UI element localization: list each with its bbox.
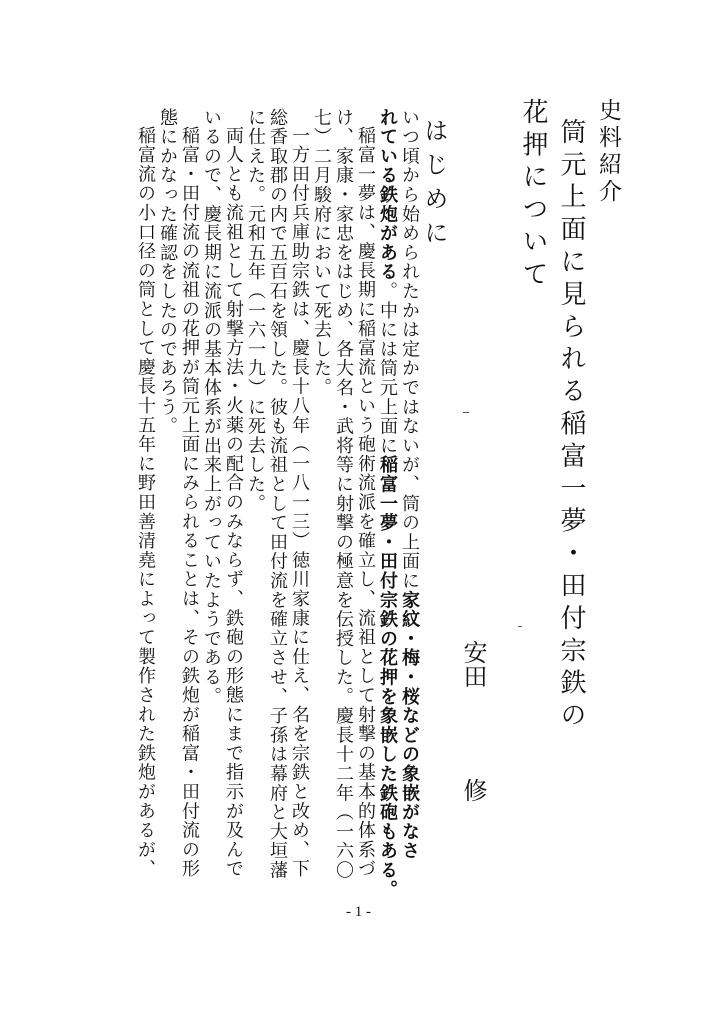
body-line-1-emphasis: 家紋・梅・桜などの象嵌がなさ xyxy=(399,590,420,861)
body-line-3: 稲富一夢は、慶長期に稲富流という砲術流派を確立し、流祖として射撃の基本的体系づ xyxy=(355,126,376,879)
scan-speck xyxy=(518,626,522,627)
article-title-line-1: 筒元上面に見られる稲富一夢・田付宗鉄の xyxy=(556,118,586,734)
author-surname: 安田 xyxy=(459,640,487,688)
article-title-line-2: 花押について xyxy=(518,98,548,293)
section-heading: はじめに xyxy=(420,118,448,254)
body-line-7: 総香取郡の内で五百石を領した。彼も流祖として田付流を確立させ、子孫は幕府と大垣藩 xyxy=(267,108,288,880)
body-line-6: 一方田付兵庫助宗鉄は、慶長十八年（一八一三）徳川家康に仕え、名を宗鉄と改め、下 xyxy=(289,126,310,879)
author-given-name: 修 xyxy=(459,778,487,802)
body-line-2-emphasis-b: 稲富一夢・田付宗鉄の花押を象嵌した鉄砲もある。 xyxy=(377,455,398,900)
body-line-1-text: いつ頃から始められたかは定かではないが、筒の上面に xyxy=(399,108,420,591)
body-line-12: 態にかなった確認をしたのであろう。 xyxy=(157,108,178,437)
body-line-2-text: 。中には筒元上面に xyxy=(377,281,398,456)
body-line-5: 七）二月駿府において死去した。 xyxy=(311,108,332,398)
scan-speck xyxy=(463,412,469,413)
body-line-2-emphasis-a: れている鉄炮がある xyxy=(377,108,398,282)
body-line-11: 稲富・田付流の流祖の花押が筒元上面にみられることは、その鉄炮が稲富・田付流の形 xyxy=(179,126,200,879)
body-line-8: に仕えた。元和五年（一六一九）に死去した。 xyxy=(245,108,266,514)
body-line-13: 稲富流の小口径の筒として慶長十五年に野田善清堯によって製作された鉄炮があるが、 xyxy=(135,126,156,879)
body-line-9: 両人とも流祖として射撃方法・火薬の配合のみならず、鉄砲の形態にまで指示が及んで xyxy=(223,126,244,879)
body-line-4: け、家康・家忠をはじめ、各大名・武将等に射撃の極意を伝授した。慶長十二年（一六〇 xyxy=(333,108,354,880)
body-line-10: いるので、慶長期に流派の基本体系が出来上がっていたようである。 xyxy=(201,108,222,707)
page-number: - 1 - xyxy=(346,904,371,920)
article-category-label: 史料紹介 xyxy=(595,98,621,206)
body-line-1 xyxy=(400,108,418,861)
body-line-2 xyxy=(378,108,396,899)
